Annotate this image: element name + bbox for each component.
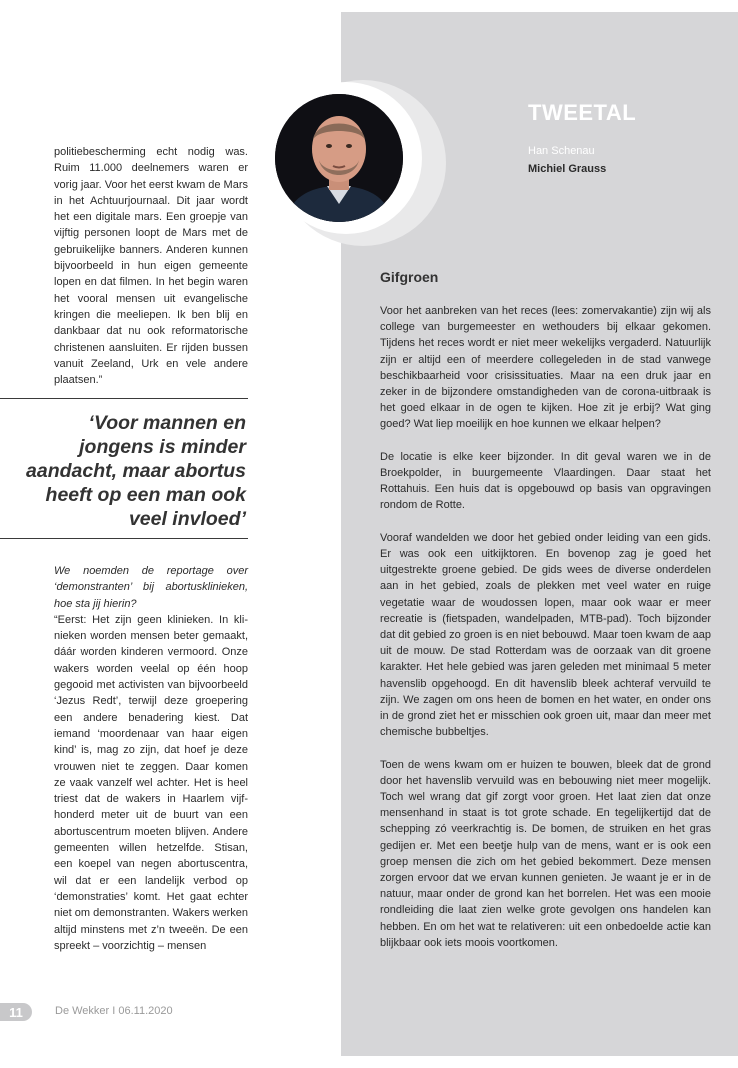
author-portrait-photo bbox=[275, 94, 403, 222]
interview-question: We noemden de reportage over ‘demonstranten’ bij abortusklinieken, hoe sta jij hierin? bbox=[54, 565, 248, 610]
interview-answer: “Eerst: Het zijn geen klinieken. In klinieken worden mensen beter gemaakt, dáár worden kinderen vermoord. Onze wakers worden veelal op één hoop gegooid met activisten van bijvoorbeeld ‘Jezus Redt’, terwijl deze groepering een andere benadering kiest. Dat iemand ‘moordenaar van haar eigen kind’ is, mag zo zijn, dat hoef je deze vrouwen niet te zeggen. Daar komen ze vaak vanzelf wel achter. Het is heel triest dat de wakers in Haarlem vijfhonderd meter uit de buurt van een abortuscentrum moeten blijven. Andere gemeenten willen hetzelfde. Stisan, een koepel van negen abortuscentra, wil dat er een landelijk verbod op ‘demonstraties’ komt. Het gaat echter niet om demonstranten. Wakers werken altijd minstens met z’n tweeën. De een spreekt – voorzichtig – mensen bbox=[54, 613, 249, 952]
pull-quote: ‘Voor mannen en jongens is minder aandacht, maar abortus heeft op een man ook veel invloed’ bbox=[26, 412, 246, 530]
article-paragraph: Vooraf wandelden we door het gebied onder leiding van een gids. Er was ook een uitkijktoren. En bovenop zag je goed het uitgestrekte groene gebied. De gids wees de diverse onderdelen aan in het gebied, zoals de plekken met veel water en ruige vegetatie waar de woudossen lopen, maar ook waar er meer recreatie is (fietspaden, wandelpaden, MTB-pad). Toch bijzonder dat dit gebied zo groen is en niet bebouwd. Maar toen kwam de aap uit de mouw. De stad Rotterdam was de oorzaak van dit groene karakter. Het hele gebied was jaren geleden met minimaal 5 meter havenslib opgehoogd. En dit havenslib bleek achteraf vervuild te zijn. We zagen om ons heen de bomen en het water, en onder ons in de grond ziet het er misschien ook groen uit, maar dan meer met chemische bubbeltjes. bbox=[380, 531, 711, 739]
article-paragraph: Voor het aanbreken van het reces (lees: zomervakantie) zijn wij als college van burgemeester en wethouders bij elkaar gekomen. Tijdens het reces wordt er niet meer wekelijks vergaderd. Natuurlijk zijn er altijd een of meerdere collegeleden in de stad vanwege beschikbaarheid voor crisissituaties. Maar na een druk jaar en zeker in de bijzondere omstandigheden van de corona-uitbraak is het goed elkaar in de ogen te kijken. Hoe zit je erbij? Wat ging goed? Wat liep moeilijk en hoe kunnen we elkaar helpen? bbox=[380, 305, 711, 431]
quote-bottom-rule bbox=[0, 538, 248, 539]
article-paragraph: De locatie is elke keer bijzonder. In dit geval waren we in de Broekpolder, in buurgemeente Vlaardingen. Daar staat het Rottahuis. Een huis dat is opgebouwd op basis van opgravingen rondom de Rotte. bbox=[380, 450, 711, 512]
article-body bbox=[380, 303, 711, 967]
interview-paragraph-top: politiebescherming echt nodig was. Ruim 11.000 deelnemers waren er vorig jaar. Voor het eerst kwam de Mars in het Achtuurjournaal. Dit jaar wordt het een digitale mars. Een groepje van vijftig personen loopt de Mars met de gebruikelijke banners. Anderen kunnen bijvoorbeeld in hun eigen gemeente lopen en dat filmen. In het begin waren het vooral mensen uit evangelische kringen die meeliepen. Ik ben blij en dankbaar dat nu ook reformatorische christenen aansluiten. Er rijden bussen vanuit Zeeland, Urk en vele andere plaatsen.” bbox=[54, 146, 248, 387]
author-name-2: Michiel Grauss bbox=[528, 163, 607, 175]
column-label: TWEETAL bbox=[528, 100, 637, 125]
interview-qa-block bbox=[54, 563, 248, 954]
quote-top-rule bbox=[0, 398, 248, 399]
article-title: Gifgroen bbox=[380, 269, 439, 285]
page-number-badge: 11 bbox=[0, 1003, 32, 1021]
footer-publication: De Wekker I 06.11.2020 bbox=[55, 1005, 173, 1017]
article-paragraph: Toen de wens kwam om er huizen te bouwen, bleek dat de grond door het havenslib vervuild was en bebouwing niet meer mogelijk. Toch wel wrang dat gif zorgt voor groen. Het laat zien dat onze mensenhand in staat is tot grote schade. En tegelijkertijd dat de schepping zó veerkrachtig is. De bomen, de struiken en het gras gedijen er. Met een beetje hulp van de mens, want er is ook een groep mensen die zich om het gebied bekommert. Deze mensen zorgen ervoor dat we ervan kunnen genieten. Je waant je er in de natuur, maar onder de grond kan het borrelen. Het was een mooie rondleiding die laat zien welke grote gevolgen ons handelen kan hebben. En om het wat te relativeren: uit een onbedoelde actie kan blijkbaar ook iets moois voortkomen. bbox=[380, 758, 711, 949]
author-name-1: Han Schenau bbox=[528, 145, 595, 157]
